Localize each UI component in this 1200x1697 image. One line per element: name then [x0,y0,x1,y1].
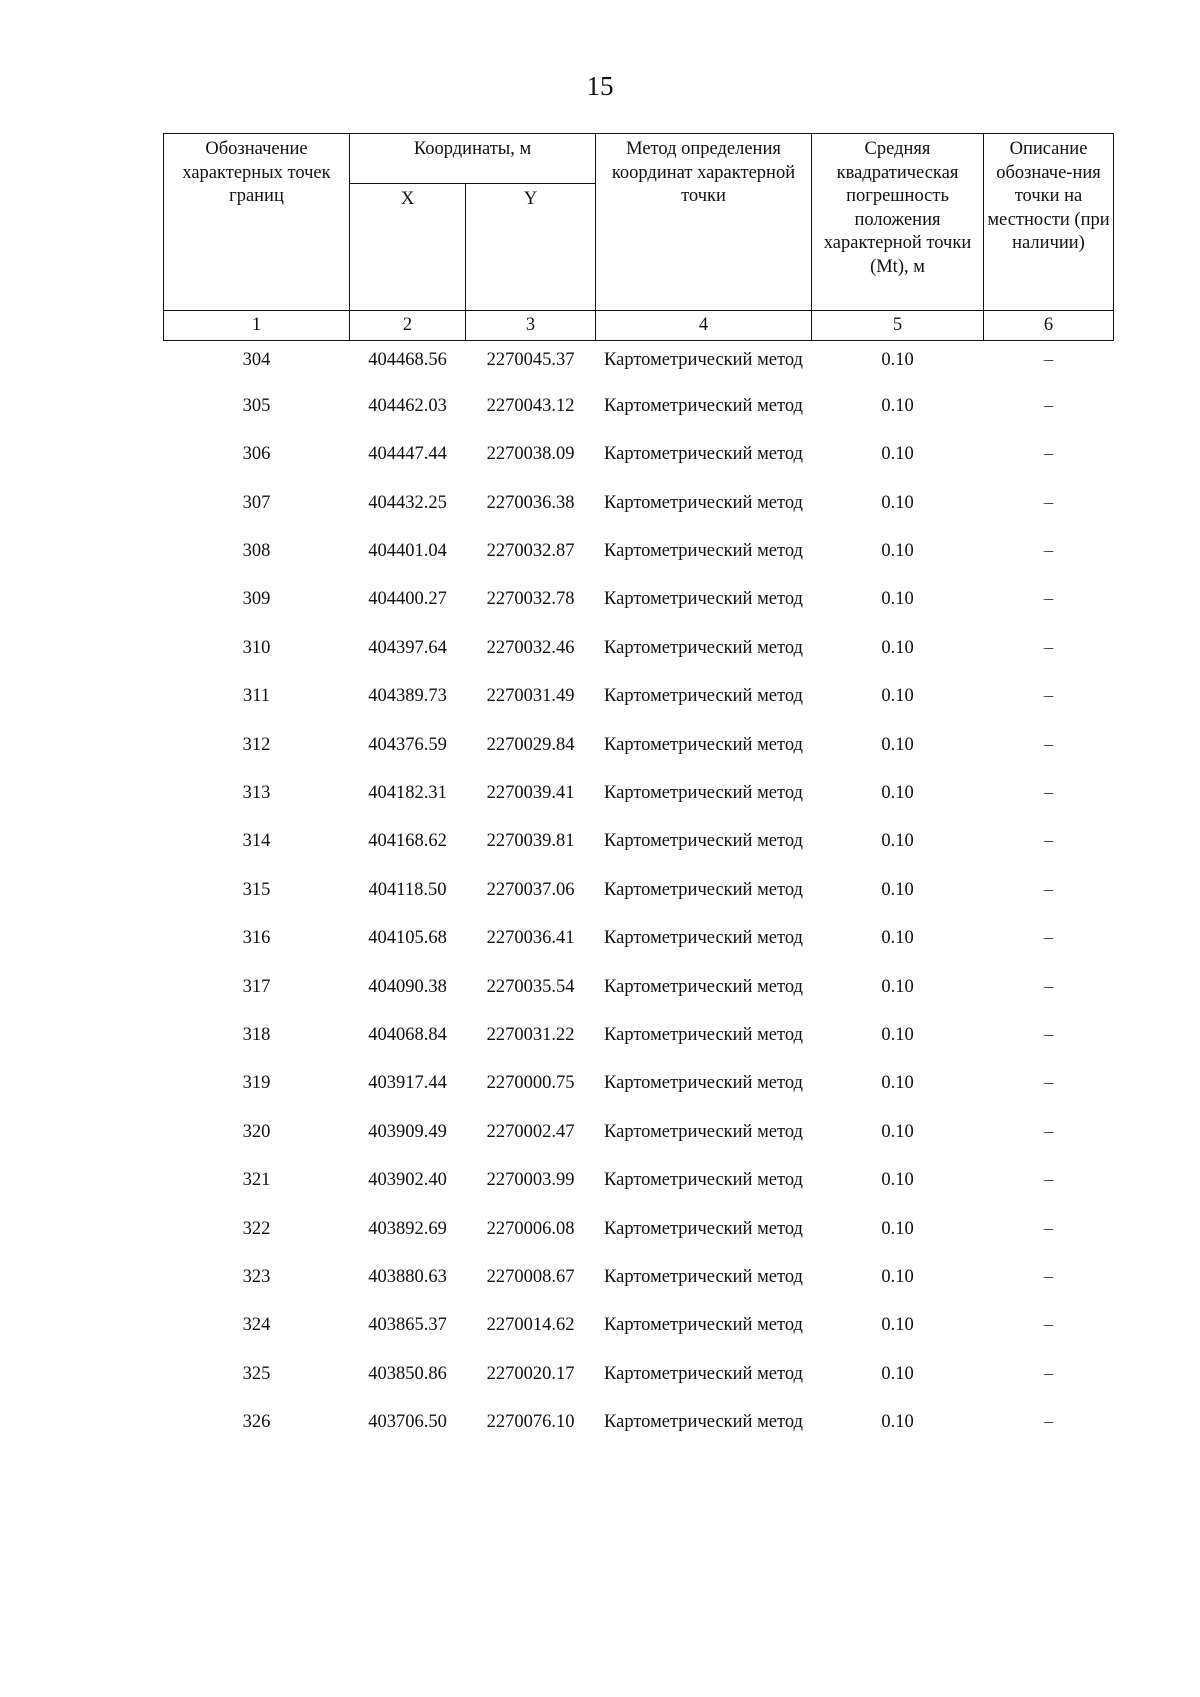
x-coordinate-cell: 404118.50 [368,879,447,900]
table-row [164,389,1114,437]
point-designation-cell: 315 [242,879,271,900]
mean-square-error-cell: 0.10 [881,1170,914,1191]
point-designation-cell: 320 [242,1121,271,1142]
point-designation-cell: 310 [242,637,271,658]
point-designation-cell: 323 [242,1266,271,1287]
header-method: Метод определения координат характерной точки [596,134,812,311]
x-coordinate-cell: 404468.56 [368,350,447,370]
table-row [164,1405,1114,1453]
method-cell: Картометрический метод [604,350,803,370]
x-coordinate-cell: 403917.44 [368,1073,447,1094]
method-cell: Картометрический метод [604,1073,803,1094]
point-description-cell: – [1043,686,1054,707]
table-row [164,437,1114,485]
table-row [164,1115,1114,1163]
y-coordinate-cell: 2270035.54 [486,976,575,997]
table-row [164,341,1114,389]
x-coordinate-cell: 403880.63 [368,1266,447,1287]
mean-square-error-cell: 0.10 [881,928,914,949]
method-cell: Картометрический метод [604,783,803,804]
point-designation-cell: 314 [242,831,271,852]
y-coordinate-cell: 2270038.09 [486,444,575,465]
method-cell: Картометрический метод [604,1412,803,1433]
y-coordinate-cell: 2270032.78 [486,589,575,610]
x-coordinate-cell: 404400.27 [368,589,447,610]
point-designation-cell: 308 [242,541,271,562]
mean-square-error-cell: 0.10 [881,1073,914,1094]
point-designation-cell: 311 [242,686,271,707]
table-row [164,921,1114,969]
mean-square-error-cell: 0.10 [881,1363,914,1384]
point-description-cell: – [1043,1121,1054,1142]
method-cell: Картометрический метод [604,1024,803,1045]
method-cell: Картометрический метод [604,1315,803,1336]
point-designation-cell: 325 [242,1363,271,1384]
y-coordinate-cell: 2270029.84 [486,734,575,755]
column-number: 6 [984,311,1114,341]
point-designation-cell: 313 [242,783,271,804]
method-cell: Картометрический метод [604,734,803,755]
mean-square-error-cell: 0.10 [881,1266,914,1287]
x-coordinate-cell: 403909.49 [368,1121,447,1142]
table-header [164,134,1114,341]
table-row [164,824,1114,872]
method-cell: Картометрический метод [604,395,803,416]
y-coordinate-cell: 2270039.41 [486,783,575,804]
x-coordinate-cell: 404182.31 [368,783,447,804]
table-row [164,679,1114,727]
x-coordinate-cell: 404376.59 [368,734,447,755]
y-coordinate-cell: 2270008.67 [486,1266,575,1287]
table-row [164,970,1114,1018]
table-row [164,1308,1114,1356]
mean-square-error-cell: 0.10 [881,1412,914,1433]
point-designation-cell: 306 [242,444,271,465]
point-designation-cell: 324 [242,1315,271,1336]
header-coordinates-group: Координаты, м [350,134,596,184]
point-designation-cell: 307 [242,492,271,513]
mean-square-error-cell: 0.10 [881,1121,914,1142]
point-description-cell: – [1043,350,1054,370]
table-body [164,341,1114,1454]
header-point-designation: Обозначение характерных точек границ [164,134,350,311]
method-cell: Картометрический метод [604,879,803,900]
point-description-cell: – [1043,976,1054,997]
point-description-cell: – [1043,637,1054,658]
mean-square-error-cell: 0.10 [881,734,914,755]
y-coordinate-cell: 2270032.87 [486,541,575,562]
point-description-cell: – [1043,1024,1054,1045]
table-row [164,776,1114,824]
table-row [164,1163,1114,1211]
y-coordinate-cell: 2270000.75 [486,1073,575,1094]
point-description-cell: – [1043,1218,1054,1239]
y-coordinate-cell: 2270002.47 [486,1121,575,1142]
x-coordinate-cell: 404068.84 [368,1024,447,1045]
mean-square-error-cell: 0.10 [881,831,914,852]
table-row [164,631,1114,679]
column-number: 1 [164,311,350,341]
point-description-cell: – [1043,1412,1054,1433]
method-cell: Картометрический метод [604,928,803,949]
method-cell: Картометрический метод [604,1170,803,1191]
point-designation-cell: 322 [242,1218,271,1239]
column-number: 4 [596,311,812,341]
point-description-cell: – [1043,928,1054,949]
header-mean-square-error: Средняя квадратическая погрешность положения характерной точки (Mt), м [812,134,984,311]
x-coordinate-cell: 404168.62 [368,831,447,852]
y-coordinate-cell: 2270006.08 [486,1218,575,1239]
point-description-cell: – [1043,1170,1054,1191]
mean-square-error-cell: 0.10 [881,350,914,370]
point-description-cell: – [1043,831,1054,852]
x-coordinate-cell: 404105.68 [368,928,447,949]
y-coordinate-cell: 2270036.41 [486,928,575,949]
y-coordinate-cell: 2270045.37 [486,350,575,370]
x-coordinate-cell: 403892.69 [368,1218,447,1239]
table-row [164,486,1114,534]
table-row [164,1018,1114,1066]
point-description-cell: – [1043,1315,1054,1336]
method-cell: Картометрический метод [604,1121,803,1142]
point-description-cell: – [1043,879,1054,900]
x-coordinate-cell: 403902.40 [368,1170,447,1191]
mean-square-error-cell: 0.10 [881,1024,914,1045]
method-cell: Картометрический метод [604,1363,803,1384]
mean-square-error-cell: 0.10 [881,637,914,658]
mean-square-error-cell: 0.10 [881,444,914,465]
header-x: X [350,184,466,311]
x-coordinate-cell: 404401.04 [368,541,447,562]
table-row [164,873,1114,921]
point-description-cell: – [1043,492,1054,513]
method-cell: Картометрический метод [604,686,803,707]
x-coordinate-cell: 403865.37 [368,1315,447,1336]
table-row [164,1212,1114,1260]
point-description-cell: – [1043,1363,1054,1384]
mean-square-error-cell: 0.10 [881,1315,914,1336]
page-number: 15 [586,71,614,101]
table-row [164,1260,1114,1308]
point-description-cell: – [1043,589,1054,610]
x-coordinate-cell: 403706.50 [368,1412,447,1433]
method-cell: Картометрический метод [604,637,803,658]
y-coordinate-cell: 2270043.12 [486,395,575,416]
mean-square-error-cell: 0.10 [881,492,914,513]
y-coordinate-cell: 2270020.17 [486,1363,575,1384]
point-designation-cell: 321 [242,1170,271,1191]
y-coordinate-cell: 2270076.10 [486,1412,575,1433]
x-coordinate-cell: 404462.03 [368,395,447,416]
mean-square-error-cell: 0.10 [881,1218,914,1239]
y-coordinate-cell: 2270031.22 [486,1024,575,1045]
method-cell: Картометрический метод [604,1218,803,1239]
x-coordinate-cell: 404090.38 [368,976,447,997]
x-coordinate-cell: 404432.25 [368,492,447,513]
header-point-description: Описание обозначе-ния точки на местности (при наличии) [984,134,1114,311]
point-designation-cell: 304 [242,350,271,370]
method-cell: Картометрический метод [604,444,803,465]
table-row [164,728,1114,776]
column-number: 5 [812,311,984,341]
mean-square-error-cell: 0.10 [881,783,914,804]
y-coordinate-cell: 2270037.06 [486,879,575,900]
y-coordinate-cell: 2270032.46 [486,637,575,658]
column-number: 3 [466,311,596,341]
point-description-cell: – [1043,1266,1054,1287]
x-coordinate-cell: 404447.44 [368,444,447,465]
y-coordinate-cell: 2270039.81 [486,831,575,852]
x-coordinate-cell: 404389.73 [368,686,447,707]
mean-square-error-cell: 0.10 [881,879,914,900]
method-cell: Картометрический метод [604,589,803,610]
table-row [164,1066,1114,1114]
y-coordinate-cell: 2270014.62 [486,1315,575,1336]
table-row [164,582,1114,630]
point-description-cell: – [1043,395,1054,416]
mean-square-error-cell: 0.10 [881,395,914,416]
method-cell: Картометрический метод [604,831,803,852]
x-coordinate-cell: 404397.64 [368,637,447,658]
point-designation-cell: 309 [242,589,271,610]
mean-square-error-cell: 0.10 [881,686,914,707]
method-cell: Картометрический метод [604,976,803,997]
point-description-cell: – [1043,734,1054,755]
table-row [164,534,1114,582]
point-designation-cell: 317 [242,976,271,997]
point-designation-cell: 305 [242,395,271,416]
column-number: 2 [350,311,466,341]
point-description-cell: – [1043,783,1054,804]
point-description-cell: – [1043,444,1054,465]
y-coordinate-cell: 2270031.49 [486,686,575,707]
coordinates-table [163,133,1114,1453]
mean-square-error-cell: 0.10 [881,589,914,610]
point-designation-cell: 318 [242,1024,271,1045]
mean-square-error-cell: 0.10 [881,976,914,997]
y-coordinate-cell: 2270036.38 [486,492,575,513]
mean-square-error-cell: 0.10 [881,541,914,562]
method-cell: Картометрический метод [604,492,803,513]
method-cell: Картометрический метод [604,1266,803,1287]
method-cell: Картометрический метод [604,541,803,562]
point-designation-cell: 326 [242,1412,271,1433]
point-designation-cell: 316 [242,928,271,949]
y-coordinate-cell: 2270003.99 [486,1170,575,1191]
header-y: Y [466,184,596,311]
x-coordinate-cell: 403850.86 [368,1363,447,1384]
table-row [164,1357,1114,1405]
point-description-cell: – [1043,541,1054,562]
point-designation-cell: 319 [242,1073,271,1094]
point-designation-cell: 312 [242,734,271,755]
point-description-cell: – [1043,1073,1054,1094]
